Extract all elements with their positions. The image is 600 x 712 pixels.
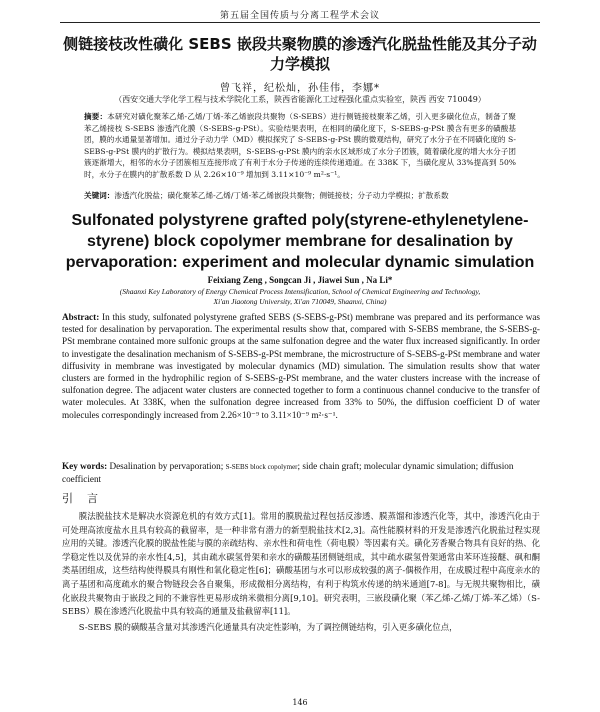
english-abstract-text: In this study, sulfonated polystyrene grafted SEBS (S-SEBS-g-PSt) membrane was prepared and its performance was tested for desalination by pervaporation. The experimental results show that, compared with S-SEBS membrane, the S-SEBS-g-PSt membrane contained more sulfonic groups at the same sulfonation degree and the water flux increased significantly. In order to investigate the desalination mechanism of S-SEBS-g-PSt membrane, the microstructure of S-SEBS-g-PSt membrane and water diffusivity in membrane was investigated by molecular dynamics (MD) simulation. The simulation results show that water clusters are formed in the hydrophilic region of S-SEBS-g-PSt membrane, and the water clusters increase with the increase of sulfonation degree. The adjacent water clusters are connected together to form a continuous channel conducive to the transfer of water molecules. At 338K, when the sulfonation degree increased from 33% to 50%, the diffusion coefficient D of water molecules correspondingly increased from 2.26×10⁻⁹ to 3.11×10⁻⁹ m²·s⁻¹. [62, 312, 540, 420]
introduction-paragraph-2: S-SEBS 膜的磺酸基含量对其渗透汽化通量具有决定性影响，为了调控侧链结构，引入更多磺化位点， [78, 621, 458, 632]
chinese-authors: 曾飞祥，纪松灿，孙佳伟，李娜* [220, 83, 380, 94]
introduction-body [62, 510, 540, 636]
english-affiliation-line-1: (Shaanxi Key Laboratory of Energy Chemical Process Intensification, School of Chemical Engineering and Technology, [119, 287, 481, 296]
chinese-keywords [84, 190, 516, 201]
introduction-paragraph-1: 膜法脱盐技术是解决水资源危机的有效方式[1]。常用的膜脱盐过程包括反渗透、膜蒸馏和渗透汽化等，其中，渗透汽化由于可处理高浓度盐水且具有较高的截留率，是一种非常有潜力的新型脱盐技术[2,3]。高性能膜材料的开发是渗透汽化脱盐过程实现应用的关键。渗透汽化膜的脱盐性能与膜的亲疏结构、亲水性和荷电性（荷电膜）等因素有关。磺化芳香聚合物具有良好的热、化学稳定性以及优异的亲水性[4,5]，其由疏水碳氢骨架和亲水的磺酸基团侧链组成，其中疏水碳氢骨架通常由苯环连接醚、砜和酮类基团组成，这些结构使得膜具有刚性和氧化稳定性[6]；磺酸基团与水可以形成较强的离子-偶极作用，在成膜过程中高度亲水的离子基团和高度疏水的聚合物链段会各自聚集，形成微相分离结构，有利于构筑水传递的纳米通道[7-8]。与无规共聚物相比，磺化嵌段共聚物由于嵌段之间的不兼容性更易形成纳米微相分离[9,10]。研究表明，三嵌段磺化聚（苯乙烯-乙烯/丁烯-苯乙烯）（S-SEBS）膜在渗透汽化脱盐中具有较高的通量及盐截留率[11]。 [62, 511, 540, 617]
chinese-keywords-label: 关键词： [84, 191, 115, 200]
english-keywords-text-b: ; side chain graft; molecular dynamic simulation; diffusion coefficient [62, 461, 514, 484]
chinese-abstract-text: 本研究对磺化聚苯乙烯-乙烯/丁烯-苯乙烯嵌段共聚物（S-SEBS）进行侧链接枝聚苯乙烯，引入更多磺化位点，制备了聚苯乙烯接枝 S-SEBS 渗透汽化膜（S-SEBS-g-PSt）。实验结果表明，在相同的磺化度下，S-SEBS-g-PSt 膜含有更多的磺酸基团，膜的水通量显著增加。通过分子动力学（MD）模拟探究了 S-SEBS-g-PSt 膜的微观结构，研究了水分子在不同磺化度的 S-SEBS-g-PSt 膜内的扩散行为。模拟结果表明，S-SEBS-g-PSt 膜内的亲水区域形成了水分子团簇，随着磺化度的增大水分子团簇逐渐增大，相邻的水分子团簇相互连接形成了有利于水分子传递的连续传递通道。在 338K 下，当磺化度从 33%提高到 50%时，水分子在膜内的扩散系数 D 从 2.26×10⁻⁹ 增加到 3.11×10⁻⁹ m²·s⁻¹。 [84, 112, 517, 179]
english-title: Sulfonated polystyrene grafted poly(styrene-ethylenetylene-styrene) block copolymer membrane for desalination by pervaporation: experiment and molecular dynamic simulation [65, 212, 535, 271]
english-keywords-text-small: S-SEBS block copolymer [225, 463, 298, 471]
english-keywords-label: Key words: [62, 461, 108, 471]
chinese-abstract-label: 摘要： [84, 112, 108, 121]
chinese-title: 侧链接枝改性磺化 SEBS 嵌段共聚物膜的渗透汽化脱盐性能及其分子动力学模拟 [63, 35, 537, 73]
chinese-affiliation: （西安交通大学化学工程与技术学院化工系，陕西省能源化工过程强化重点实验室，陕西 西安 710049） [114, 95, 486, 104]
english-keywords [62, 460, 540, 485]
english-abstract [62, 311, 540, 421]
chinese-abstract [84, 111, 516, 180]
english-authors: Feixiang Zeng , Songcan Ji , Jiawei Sun , Na Li* [207, 275, 393, 285]
section-heading-introduction: 引言 [62, 492, 112, 505]
running-header: 第五届全国传质与分离工程学术会议 [219, 11, 380, 21]
page-number: 146 [292, 698, 308, 707]
english-keywords-text-a: Desalination by pervaporation; [107, 461, 226, 471]
chinese-keywords-text: 渗透汽化脱盐；磺化聚苯乙烯-乙烯/丁烯-苯乙烯嵌段共聚物；侧链接枝；分子动力学模拟；扩散系数 [114, 191, 449, 200]
english-abstract-label: Abstract: [62, 312, 100, 322]
header-rule [60, 22, 540, 23]
english-affiliation [60, 287, 540, 307]
english-affiliation-line-2: Xi'an Jiaotong University, Xi'an 710049, Shaanxi, China) [213, 297, 387, 306]
